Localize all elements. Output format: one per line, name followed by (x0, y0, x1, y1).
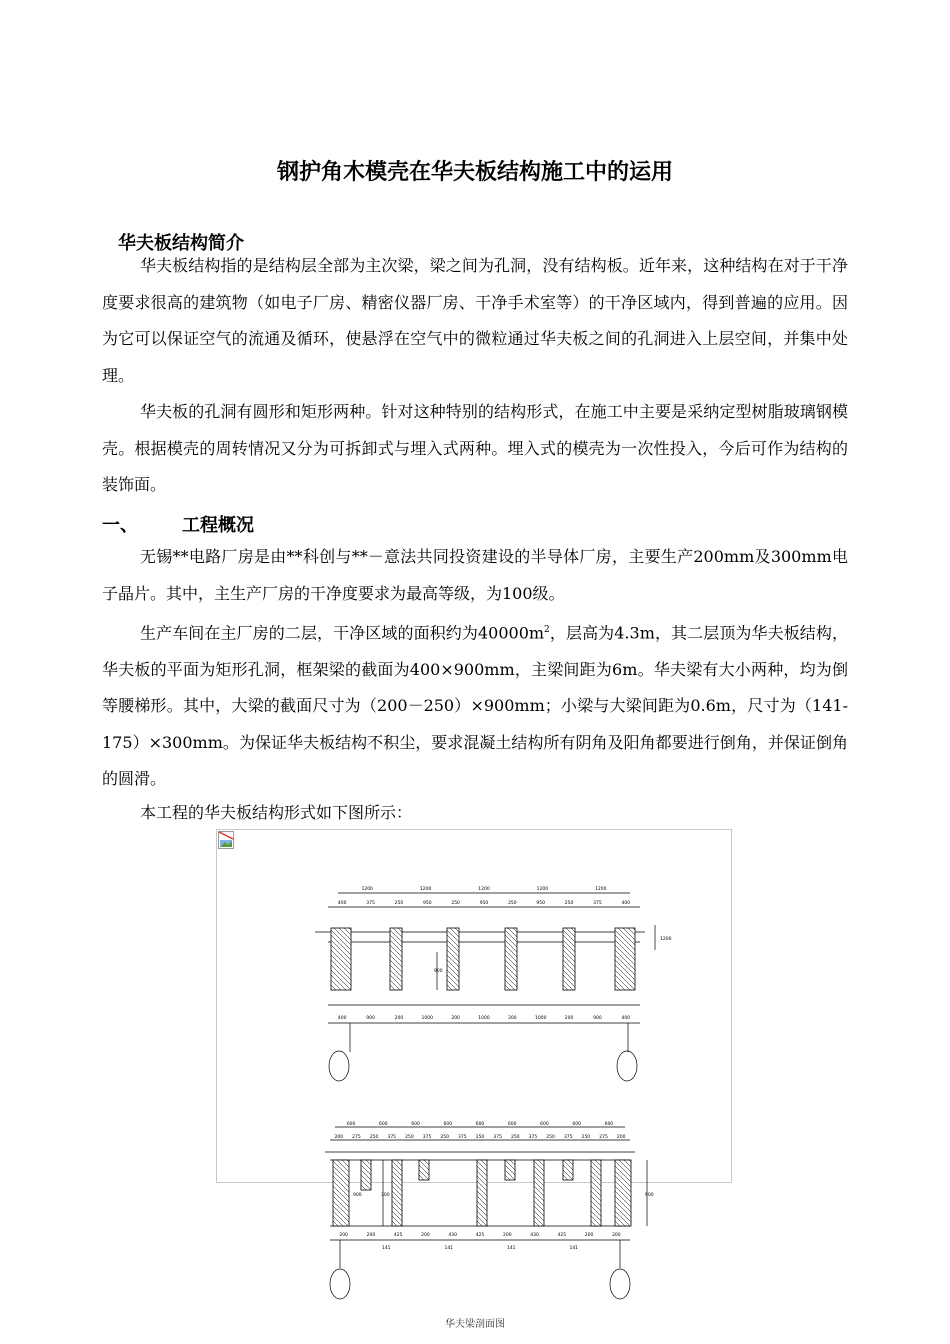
upper-bottom-dim-0: 400 (337, 1016, 347, 1021)
upper-bottom-dim-10: 400 (621, 1016, 631, 1021)
upper-bottom-dim-9: 900 (593, 1016, 602, 1021)
upper-beam-dim-0: 400 (337, 901, 347, 906)
lower-span-dim-7: 600 (572, 1122, 581, 1127)
lower-bottom-dim-9: 200 (584, 1233, 594, 1238)
lower-height-label-2: 900 (645, 1193, 654, 1198)
upper-span-dim-4: 1200 (595, 887, 607, 892)
lower-bottom-dim-5: 425 (475, 1233, 485, 1238)
intro-paragraph-2: 华夫板的孔洞有圆形和矩形两种。针对这种特别的结构形式，在施工中主要是采纳定型树脂玻璃钢模壳。根据模壳的周转情况又分为可拆卸式与埋入式两种。埋入式的模壳为一次性投入，今后可作为结构的装饰面。 (102, 402, 848, 494)
overview-paragraph-1: 无锡**电路厂房是由**科创与**－意法共同投资建设的半导体厂房，主要生产200mm及300mm电子晶片。其中，主生产厂房的干净度要求为最高等级，为100级。 (102, 547, 848, 603)
lower-beam-dim-0: 200 (334, 1135, 344, 1140)
lower-beam-7 (563, 1160, 573, 1180)
lower-dim-texts (335, 1121, 654, 1251)
upper-beam-dim-1: 375 (366, 901, 375, 906)
lower-bottom-dim-6: 200 (502, 1233, 512, 1238)
upper-bottom-dim-8: 200 (564, 1016, 574, 1021)
lower-span-dim-5: 600 (507, 1122, 517, 1127)
upper-beam-dim-7: 950 (536, 901, 546, 906)
section-one-heading (102, 511, 254, 537)
upper-span-dim-2: 1200 (478, 887, 490, 892)
upper-height-label: 900 (434, 969, 443, 974)
upper-bottom-dim-4: 200 (451, 1016, 460, 1021)
document-title: 钢护角木模壳在华夫板结构施工中的运用 (276, 160, 673, 185)
lower-beam-dim-3: 375 (387, 1135, 397, 1140)
upper-beam-dim-9: 375 (593, 901, 602, 906)
lower-beam-dim-14: 250 (581, 1135, 591, 1140)
upper-bottom-dim-3: 1000 (421, 1016, 433, 1021)
lower-beam-2 (392, 1160, 402, 1226)
lower-beam-9 (615, 1160, 631, 1226)
upper-beam-dim-10: 400 (621, 901, 631, 906)
upper-beam-2 (447, 928, 459, 990)
waffle-section-lower (315, 1118, 665, 1303)
upper-span-dim-1: 1200 (419, 887, 432, 892)
lower-bottom-dim-10: 200 (612, 1233, 621, 1238)
lower-bottom-dim-1: 200 (366, 1233, 376, 1238)
lower-beam-dim-2: 250 (369, 1135, 379, 1140)
lower-span-dim-3: 600 (443, 1122, 453, 1127)
lower-beam-dim-6: 250 (440, 1135, 450, 1140)
lower-beam-dim-13: 375 (563, 1135, 573, 1140)
upper-span-dim-0: 1200 (361, 887, 373, 892)
lower-beam-1 (361, 1160, 371, 1190)
upper-bottom-dim-2: 200 (394, 1016, 404, 1021)
lower-beams (333, 1160, 631, 1226)
lower-span-dim-0: 600 (346, 1122, 356, 1127)
lower-span-dim-4: 600 (475, 1122, 485, 1127)
lower-beam-dim-16: 200 (616, 1135, 626, 1140)
lower-beam-dim-5: 375 (422, 1135, 432, 1140)
upper-beam-dim-6: 250 (508, 901, 517, 906)
lower-bottom-dim-2: 425 (393, 1233, 403, 1238)
upper-bottom-dim-5: 1000 (478, 1016, 490, 1021)
lower-span-dim-6: 600 (540, 1122, 549, 1127)
lower-beam-8 (591, 1160, 601, 1226)
section-title: 工程概况 (182, 515, 254, 536)
waffle-section-upper (300, 880, 680, 1085)
lower-bottom-dim-0: 200 (339, 1233, 348, 1238)
lower-beam-dim-9: 375 (493, 1135, 502, 1140)
lower-span-dim-2: 600 (411, 1122, 420, 1127)
lower-beam-dim-15: 275 (599, 1135, 608, 1140)
lower-beam-4 (477, 1160, 487, 1226)
lower-bottom-dim-3: 200 (421, 1233, 430, 1238)
lower-height-label-0: 900 (353, 1193, 362, 1198)
broken-image-icon (218, 831, 234, 849)
lower-beam-5 (505, 1160, 515, 1180)
lower-bottom-dim-7: 430 (530, 1233, 539, 1238)
upper-bottom-dim-7: 1000 (535, 1016, 547, 1021)
lower-small-dim-1: 141 (444, 1246, 454, 1251)
lower-beam-dim-1: 275 (352, 1135, 361, 1140)
upper-bottom-dim-6: 200 (508, 1016, 517, 1021)
upper-beam-5 (615, 928, 635, 990)
upper-beam-dim-2: 250 (394, 901, 404, 906)
lower-beam-0 (333, 1160, 349, 1226)
p2-superscript: 2 (544, 625, 550, 635)
overview-paragraph-2 (102, 612, 848, 798)
overview-paragraph-3: 本工程的华夫板结构形式如下图所示： (140, 803, 413, 822)
upper-beam-dim-5: 950 (479, 901, 489, 906)
lower-bottom-dim-4: 430 (448, 1233, 458, 1238)
upper-beam-dim-3: 950 (422, 901, 432, 906)
p2-text-b: ，层高为4.3m，其二层顶为华夫板结构，华夫板的平面为矩形孔洞，框架梁的截面为400×900mm，主梁间距为6m。华夫梁有大小两种，均为倒等腰梯形。其中，大梁的截面尺寸为（200－250）×900mm；小梁与大梁间距为0.6m，尺寸为（141-175）×300mm。为保证华夫板结构不积尘，要求混凝土结构所有阴角及阳角都要进行倒角，并保证倒角的圆滑。 (102, 623, 848, 789)
lower-beam-6 (534, 1160, 544, 1226)
lower-small-dim-2: 141 (506, 1246, 516, 1251)
intro-paragraph-1: 华夫板结构指的是结构层全部为主次梁，梁之间为孔洞，没有结构板。近年来，这种结构在对于干净度要求很高的建筑物（如电子厂房、精密仪器厂房、干净手术室等）的干净区域内，得到普遍的应用。因为它可以保证空气的流通及循环，使悬浮在空气中的微粒通过华夫板之间的孔洞进入上层空间，并集中处理。 (102, 256, 848, 385)
lower-beam-dim-4: 250 (405, 1135, 414, 1140)
lower-span-dim-8: 600 (604, 1122, 614, 1127)
upper-beam-dim-8: 250 (564, 901, 574, 906)
lower-beam-3 (419, 1160, 429, 1180)
upper-beam-dim-4: 250 (451, 901, 460, 906)
lower-small-dim-3: 141 (569, 1246, 579, 1251)
section-intro-heading: 华夫板结构简介 (118, 233, 244, 254)
lower-beam-dim-10: 250 (510, 1135, 520, 1140)
lower-beam-dim-8: 250 (475, 1135, 485, 1140)
lower-beam-dim-7: 375 (458, 1135, 467, 1140)
upper-beams (331, 928, 635, 990)
upper-beam-3 (505, 928, 517, 990)
upper-beam-4 (563, 928, 575, 990)
upper-beam-0 (331, 928, 351, 990)
figure-caption: 华夫梁剖面图 (445, 1319, 505, 1330)
upper-bottom-dim-1: 900 (366, 1016, 375, 1021)
lower-height-label-1: 300 (381, 1193, 390, 1198)
upper-span-dim-3: 1200 (536, 887, 549, 892)
p2-text-a: 生产车间在主厂房的二层，干净区域的面积约为40000m (140, 623, 545, 643)
upper-side-label: 1200 (660, 937, 672, 942)
upper-beam-1 (390, 928, 402, 990)
lower-span-dim-1: 600 (379, 1122, 388, 1127)
lower-bottom-dim-8: 425 (557, 1233, 567, 1238)
lower-small-dim-0: 141 (381, 1246, 391, 1251)
lower-beam-dim-11: 375 (528, 1135, 538, 1140)
section-number: 一、 (102, 515, 138, 536)
lower-beam-dim-12: 250 (546, 1135, 555, 1140)
